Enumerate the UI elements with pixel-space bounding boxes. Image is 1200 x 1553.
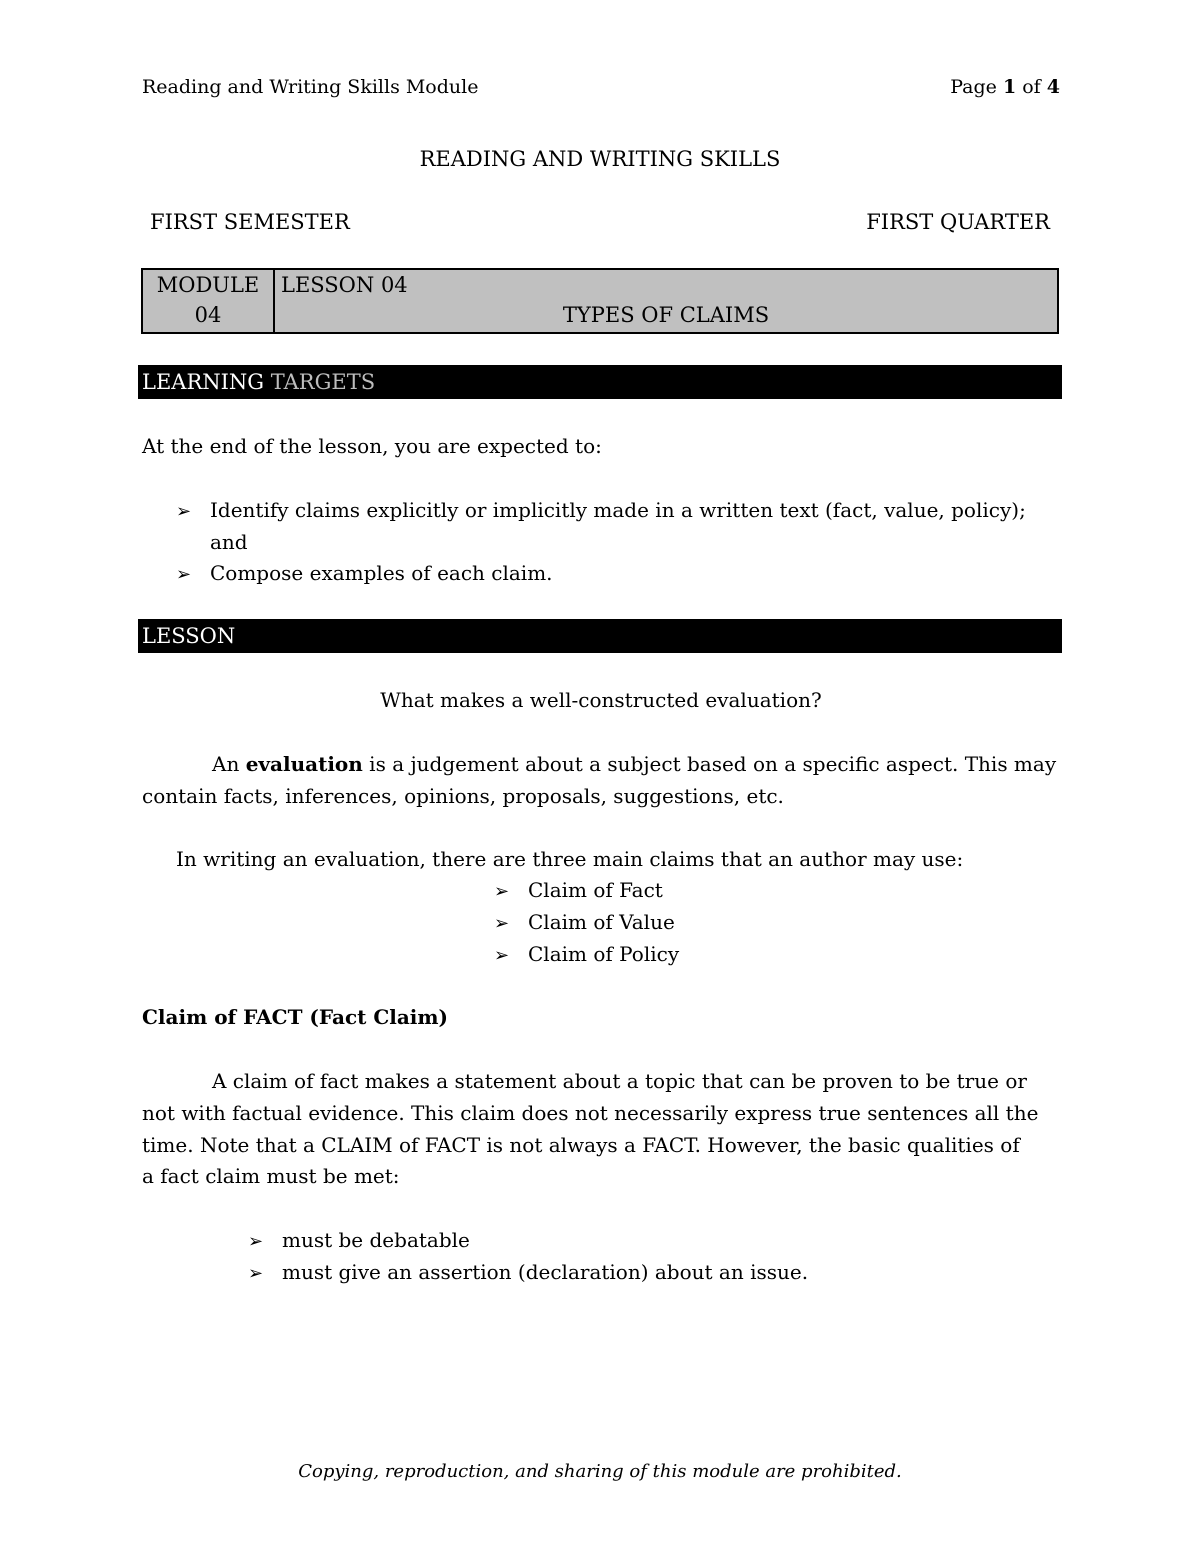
fact-paragraph-line3: time. Note that a CLAIM of FACT is not always a FACT. However, the basic qualities of <box>142 1133 1020 1157</box>
learning-targets-intro: At the end of the lesson, you are expected to: <box>142 434 602 458</box>
list-item <box>176 557 553 591</box>
arrow-bullet-icon: ➢ <box>494 913 510 934</box>
fact-paragraph-line4: a fact claim must be met: <box>142 1164 400 1188</box>
page-total: 4 <box>1046 76 1060 98</box>
fact-paragraph-line1: A claim of fact makes a statement about a topic that can be proven to be true or <box>212 1069 1027 1093</box>
learning-targets-heading <box>138 365 1062 399</box>
fact-paragraph-line2: not with factual evidence. This claim does not necessarily express true sentences all the <box>142 1101 1039 1125</box>
module-number: 04 <box>194 303 222 327</box>
document-title: READING AND WRITING SKILLS <box>419 147 781 171</box>
arrow-bullet-icon: ➢ <box>248 1263 264 1284</box>
claims-intro: In writing an evaluation, there are three main claims that an author may use: <box>176 847 964 871</box>
lesson-heading: LESSON <box>138 619 1062 653</box>
list-item <box>494 906 675 940</box>
lesson-question: What makes a well-constructed evaluation? <box>380 688 822 712</box>
evaluation-pre: An <box>212 752 246 776</box>
evaluation-paragraph-line2: contain facts, inferences, opinions, proposals, suggestions, etc. <box>142 784 784 808</box>
module-cell <box>142 269 274 333</box>
page-number <box>950 72 1060 102</box>
claim-policy: Claim of Policy <box>528 942 680 966</box>
claim-value: Claim of Value <box>528 910 675 934</box>
module-label: MODULE <box>156 273 260 297</box>
target-item-2: Compose examples of each claim. <box>210 561 553 585</box>
list-item <box>176 494 1026 528</box>
claim-fact: Claim of Fact <box>528 878 663 902</box>
page-current: 1 <box>1002 76 1017 98</box>
arrow-bullet-icon: ➢ <box>248 1231 264 1252</box>
learning-targets-heading-part2: TARGETS <box>264 370 376 394</box>
quarter-label: FIRST QUARTER <box>866 210 1050 234</box>
semester-label: FIRST SEMESTER <box>150 210 350 234</box>
arrow-bullet-icon: ➢ <box>494 945 510 966</box>
running-header-title: Reading and Writing Skills Module <box>142 76 479 98</box>
target-item-1-continuation: and <box>210 530 248 554</box>
list-item <box>248 1224 470 1258</box>
evaluation-post: is a judgement about a subject based on a specific aspect. This may <box>362 752 1057 776</box>
evaluation-term: evaluation <box>245 752 363 776</box>
lesson-cell <box>274 269 1058 333</box>
learning-targets-heading-part1: LEARNING <box>142 370 265 394</box>
page-of: of <box>1022 76 1041 98</box>
module-table <box>141 268 1059 334</box>
target-item-1: Identify claims explicitly or implicitly made in a written text (fact, value, policy); <box>210 498 1026 522</box>
list-item <box>248 1256 808 1290</box>
quality-1: must be debatable <box>282 1228 470 1252</box>
lesson-label: LESSON 04 <box>281 273 408 297</box>
evaluation-paragraph-line1 <box>212 748 1062 780</box>
list-item <box>494 874 663 908</box>
arrow-bullet-icon: ➢ <box>494 881 510 902</box>
arrow-bullet-icon: ➢ <box>176 501 192 522</box>
arrow-bullet-icon: ➢ <box>176 564 192 585</box>
page-label: Page <box>950 76 997 98</box>
quality-2: must give an assertion (declaration) about an issue. <box>282 1260 809 1284</box>
fact-claim-heading: Claim of FACT (Fact Claim) <box>142 1005 449 1029</box>
list-item <box>494 938 679 972</box>
footer-notice: Copying, reproduction, and sharing of this module are prohibited. <box>298 1461 902 1482</box>
lesson-title: TYPES OF CLAIMS <box>562 303 770 327</box>
